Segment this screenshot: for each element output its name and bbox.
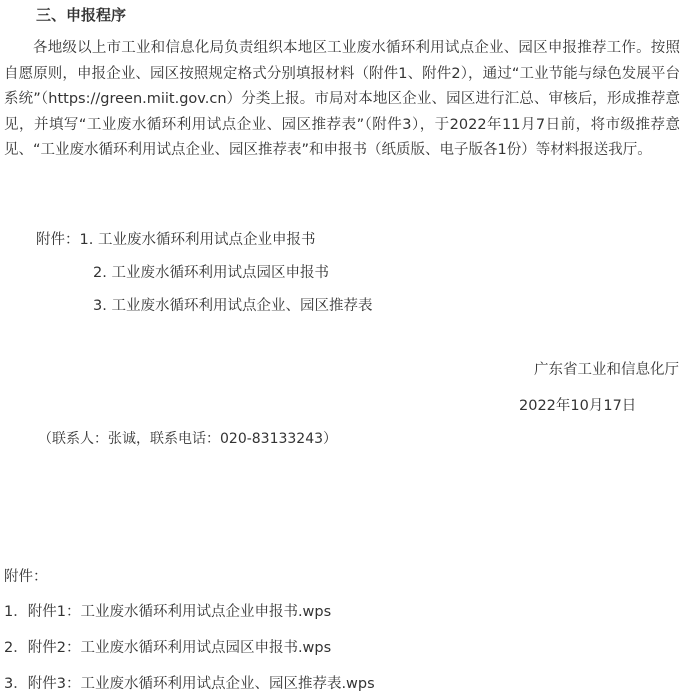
download-link-attachment-2[interactable]: 2．附件2：工业废水循环利用试点园区申报书.wps: [4, 640, 332, 656]
download-link-attachment-1[interactable]: 1．附件1：工业废水循环利用试点企业申报书.wps: [4, 604, 332, 620]
attachment-list: [36, 224, 372, 323]
signature-date: 2022年10月17日: [519, 398, 637, 414]
attachment-list-item-text: 3. 工业废水循环利用试点企业、园区推荐表: [93, 298, 373, 314]
attachment-list-item: [36, 257, 372, 290]
attachment-list-lead: 附件：: [36, 232, 80, 248]
attachment-list-item-text: 1. 工业废水循环利用试点企业申报书: [79, 232, 316, 248]
section-heading: 三、申报程序: [36, 6, 127, 24]
attachment-list-item: [36, 224, 372, 257]
download-link-attachment-3[interactable]: 3．附件3：工业废水循环利用试点企业、园区推荐表.wps: [4, 676, 375, 692]
attachment-list-item: [36, 290, 372, 323]
signature-org: 广东省工业和信息化厅: [534, 362, 679, 378]
downloads-heading: 附件：: [4, 569, 48, 585]
attachment-list-item-text: 2. 工业废水循环利用试点园区申报书: [93, 265, 329, 281]
contact-info: （联系人：张诚，联系电话：020-83133243）: [38, 431, 338, 447]
body-paragraph: 各地级以上市工业和信息化局负责组织本地区工业废水循环利用试点企业、园区申报推荐工作。按照自愿原则，申报企业、园区按照规定格式分别填报材料（附件1、附件2），通过“工业节能与绿色发展平台系统”（https://green.miit.gov.cn）分类上报。市局对本地区企业、园区进行汇总、审核后，形成推荐意见，并填写“工业废水循环利用试点企业、园区推荐表”（附件3），于2022年11月7日前，将市级推荐意见、“工业废水循环利用试点企业、园区推荐表”和申报书（纸质版、电子版各1份）等材料报送我厅。: [4, 40, 680, 158]
